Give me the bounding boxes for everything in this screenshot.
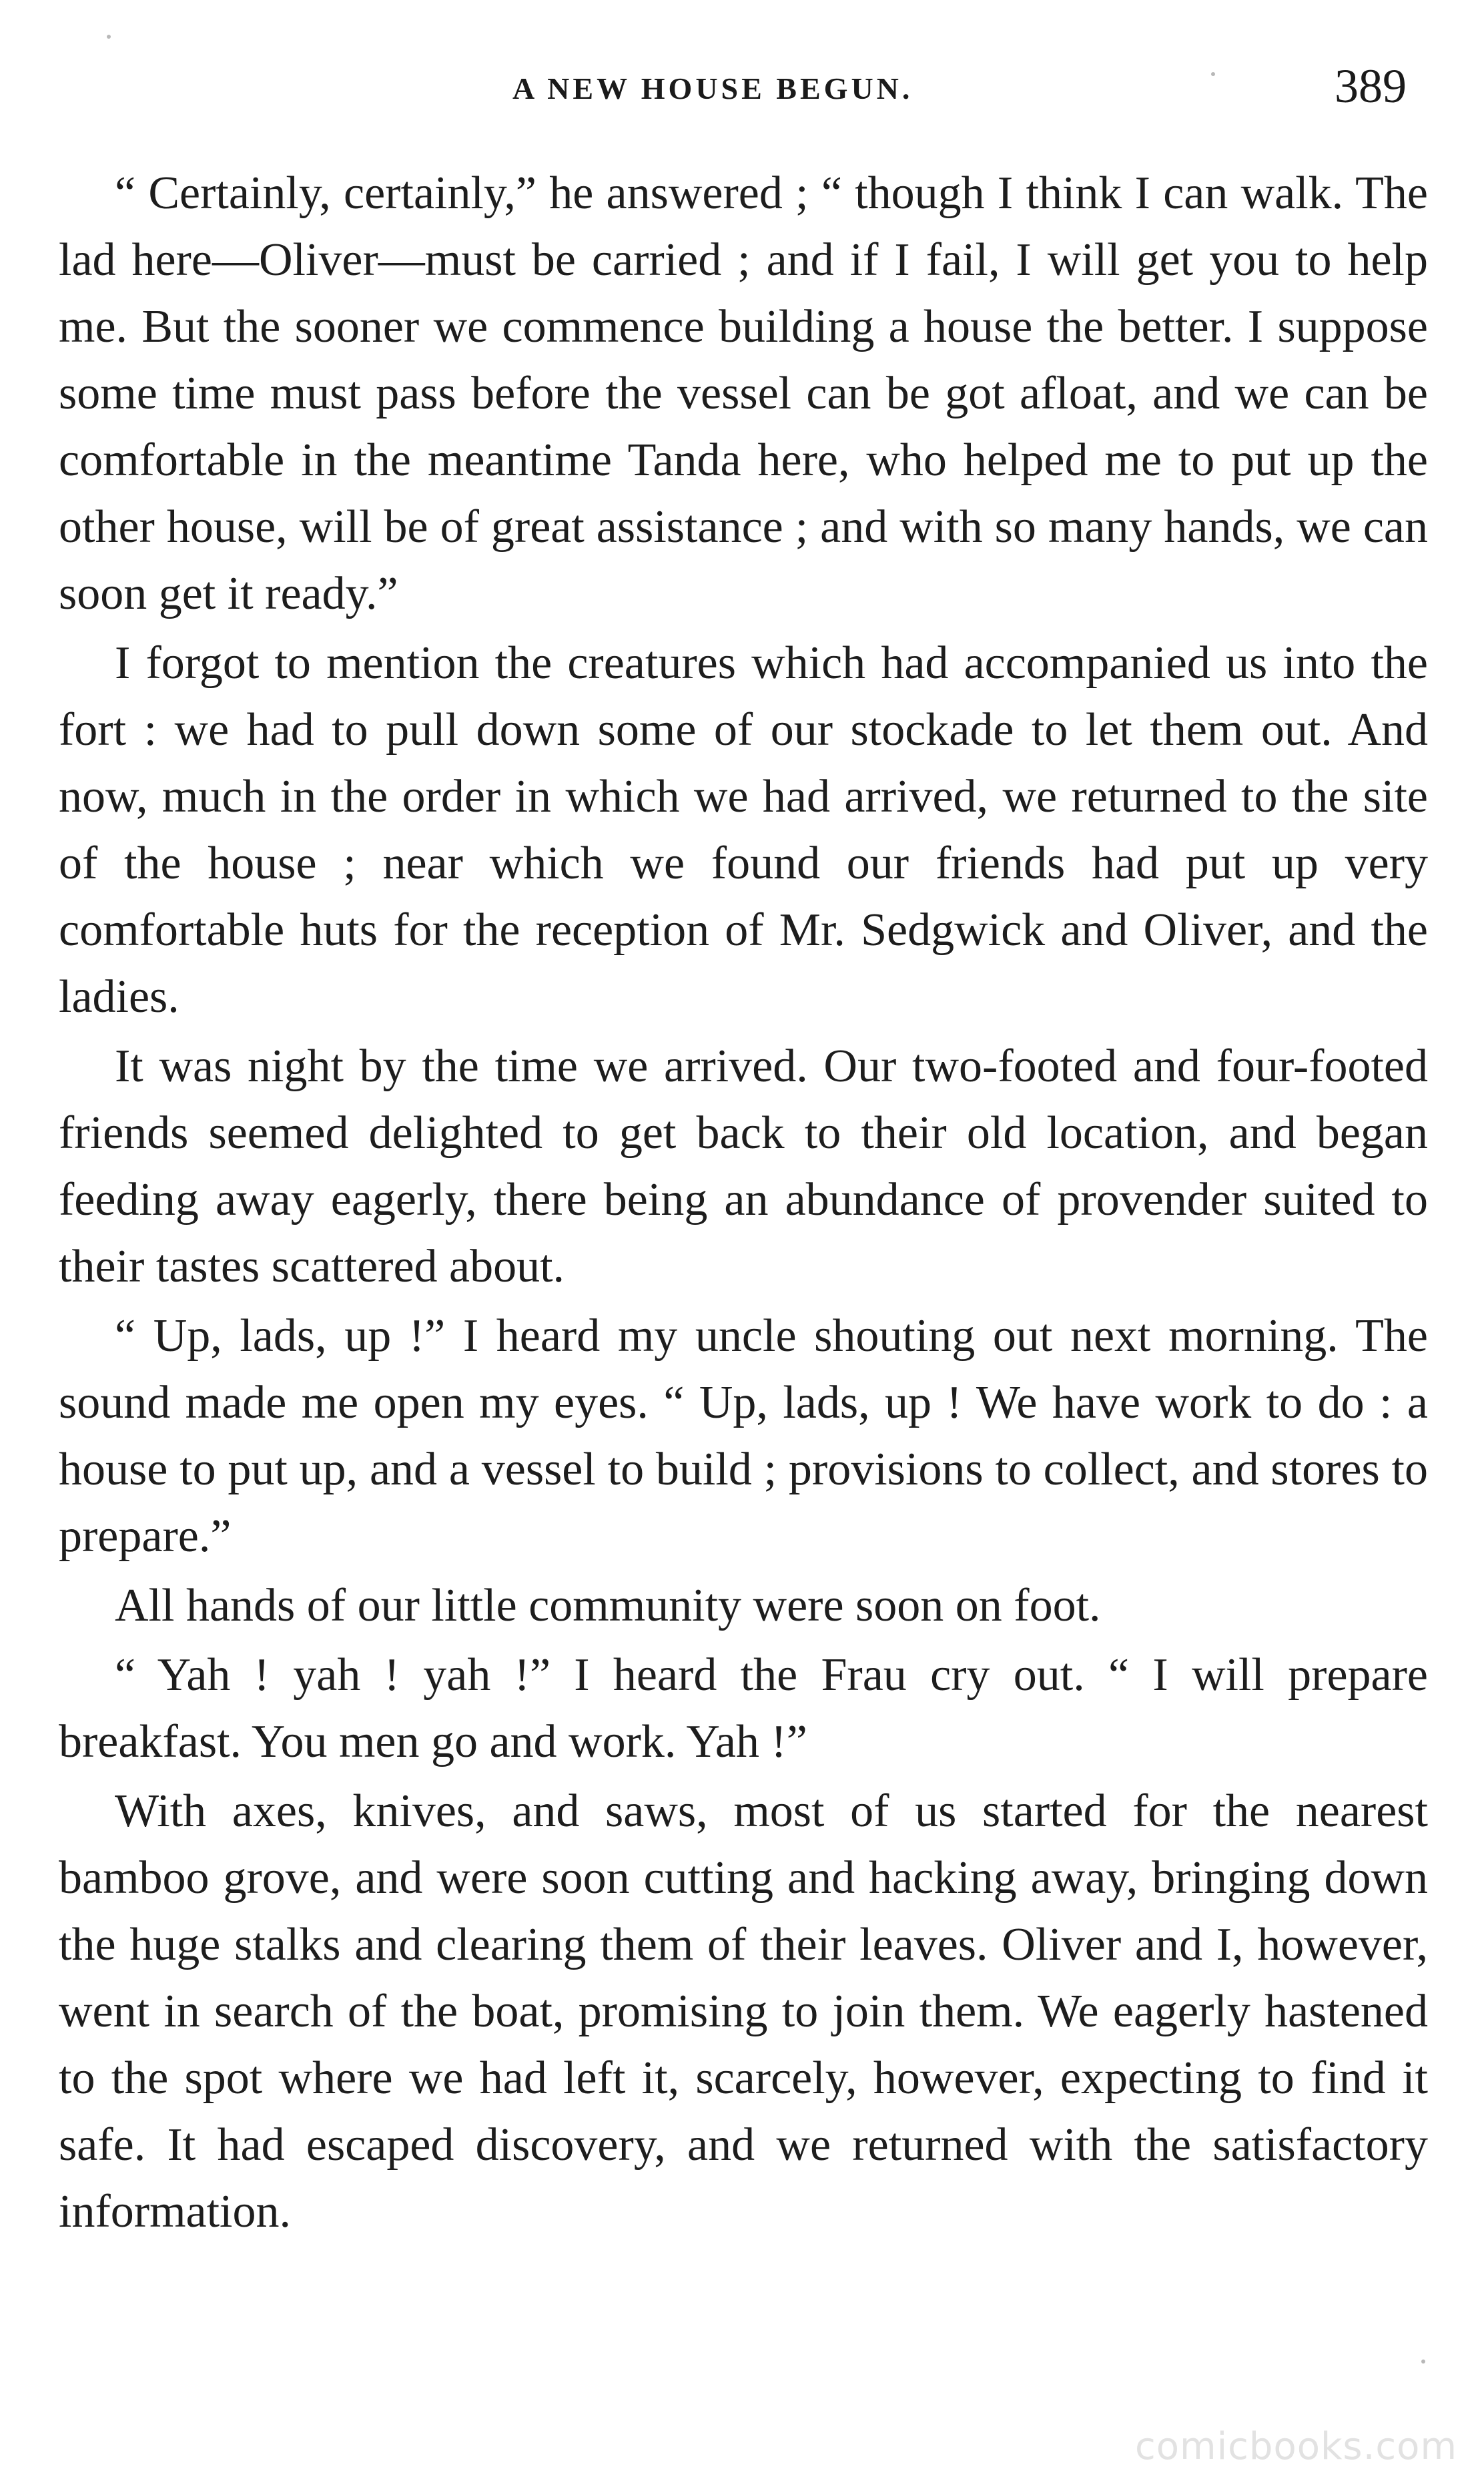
- paper-speck: [1421, 2360, 1425, 2364]
- running-head: [0, 59, 1484, 119]
- paragraph-2: I forgot to mention the creatures which had accompanied us into the fort : we had to pull down some of our stockade to let them out. And now, much in the order in which we had arrived, we returned to the site of the house ; near which we found our friends had put up very comfortable huts for the reception of Mr. Sedgwick and Oliver, and the ladies.: [59, 637, 1428, 1023]
- body-text: [59, 160, 1428, 2248]
- paragraph-5: All hands of our little community were soon on foot.: [115, 1580, 1101, 1631]
- paragraph-6: “ Yah ! yah ! yah !” I heard the Frau cry out. “ I will prepare breakfast. You men go and work. Yah !”: [59, 1649, 1428, 1767]
- running-title: A NEW HOUSE BEGUN.: [512, 71, 913, 105]
- paragraph-7: With axes, knives, and saws, most of us started for the nearest bamboo grove, and were soon cutting and hacking away, bringing down the huge stalks and clearing them of their leaves. Oliver and I, however, went in search of the boat, promising to join them. We eagerly hastened to the spot where we had left it, scarcely, however, expecting to find it safe. It had escaped discovery, and we returned with the satisfactory information.: [59, 1785, 1428, 2237]
- paragraph-4: “ Up, lads, up !” I heard my uncle shouting out next morning. The sound made me open my eyes. “ Up, lads, up ! We have work to do : a house to put up, and a vessel to build ; provisions to collect, and stores to prepare.”: [59, 1310, 1428, 1562]
- page-number: 389: [1335, 59, 1407, 113]
- paragraph-1: “ Certainly, certainly,” he answered ; “ though I think I can walk. The lad here—Oliver—must be carried ; and if I fail, I will get you to help me. But the sooner we commence building a house the better. I suppose some time must pass before the vessel can be got afloat, and we can be comfortable in the meantime Tanda here, who helped me to put up the other house, will be of great assistance ; and with so many hands, we can soon get it ready.”: [59, 168, 1428, 619]
- paper-speck: [1211, 72, 1215, 76]
- paragraph-3: It was night by the time we arrived. Our two-footed and four-footed friends seemed delighted to get back to their old location, and began feeding away eagerly, there being an abundance of provender suited to their tastes scattered about.: [59, 1041, 1428, 1292]
- paper-speck: [107, 35, 111, 39]
- watermark-logo: comicbooks.com: [1134, 2425, 1457, 2468]
